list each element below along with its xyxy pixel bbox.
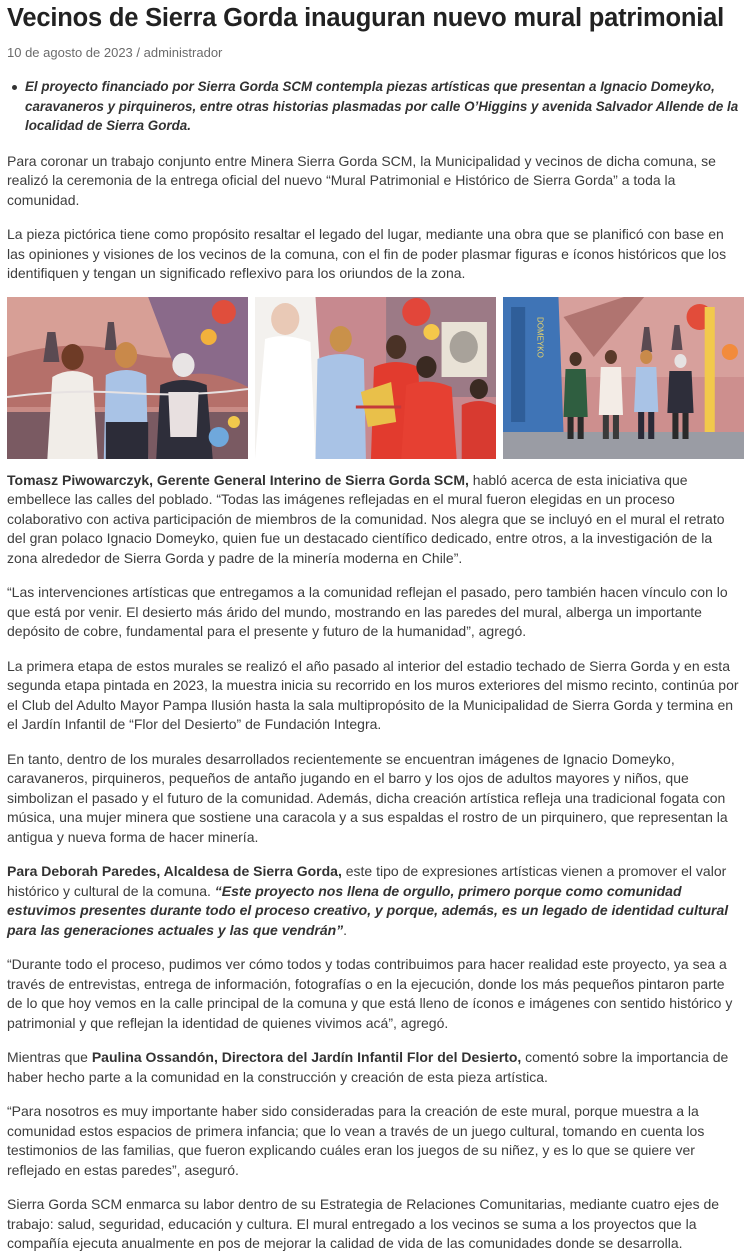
group-photo[interactable] bbox=[503, 297, 744, 459]
book-spine-text: DOMEYKO bbox=[535, 316, 545, 358]
paragraph-early-childhood: “Para nosotros es muy importante haber sido consideradas para la creación de este mural, porque muestra a la comunidad estos espacios de primera infancia; que lo vean a través de un juego cultural, tomando en cuenta los testimonios de las familias, que fueron explicando cuáles eran los juegos de su niñez, y es lo que se quiere ver reflejado en estas paredes”, aseguró. bbox=[7, 1103, 705, 1178]
paragraph-ossandon: Mientras que Paulina Ossandón, Directora del Jardín Infantil Flor del Desierto, comentó sobre la importancia de haber hecho parte a la comunidad en la construcción y creación de esta pieza artística. bbox=[7, 1049, 729, 1085]
author-link[interactable]: administrador bbox=[143, 45, 223, 60]
ribbon-cutting-photo[interactable] bbox=[7, 297, 248, 459]
paragraph-paredes: Para Deborah Paredes, Alcaldesa de Sierra Gorda, este tipo de expresiones artísticas vienen a promover el valor histórico y cultural de la comuna. “Este proyecto nos llena de orgullo, primero porque como comunidad estuvimos presentes durante todo el proceso creativo, y porque, además, es un legado de identidad cultural para las generaciones actuales y las que vendrán”. bbox=[7, 863, 729, 938]
speaker-name: Paulina Ossandón, Directora del Jardín Infantil Flor del Desierto, bbox=[91, 1049, 522, 1065]
article-meta bbox=[7, 45, 744, 61]
paragraph-quote-future: “Las intervenciones artísticas que entregamos a la comunidad reflejan el pasado, pero también hacen vínculo con lo que está por venir. El desierto más árido del mundo, mostrando en las paredes del mural, alberga un importante depósito de cobre, fundamental para el presente y futuro de la humanidad”, agregó. bbox=[7, 584, 728, 639]
paragraph-process: “Durante todo el proceso, pudimos ver cómo todos y todas contribuimos para hacer realidad este proyecto, ya sea a través de entrevistas, entrega de información, fotografías o en la ejecución, donde los más pequeños pintaron parte de lo que hoy vemos en la calle principal de la comuna y que está lleno de íconos e imágenes con sentido histórico y patrimonial y que reflejan la identidad de quienes vivimos acá”, agregó. bbox=[7, 956, 733, 1031]
highlighted-quote: “Este proyecto nos llena de orgullo, primero porque como comunidad estuvimos presentes durante todo el proceso creativo, y porque, además, es un legado de identidad cultural para las generaciones actuales y las que vendrán” bbox=[7, 882, 729, 938]
paragraph-intro: Para coronar un trabajo conjunto entre Minera Sierra Gorda SCM, la Municipalidad y vecinos de dicha comuna, se realizó la ceremonia de la entrega oficial del nuevo “Mural Patrimonial e Histórico de Sierra Gorda” a toda la comunidad. bbox=[7, 152, 716, 208]
summary-list bbox=[7, 77, 744, 136]
meta-separator: / bbox=[132, 45, 144, 60]
article-title: Vecinos de Sierra Gorda inauguran nuevo mural patrimonial bbox=[7, 4, 724, 32]
paragraph-piwowarczyk: Tomasz Piwowarczyk, Gerente General Interino de Sierra Gorda SCM, habló acerca de esta iniciativa que embellece las calles del poblado. “Todas las imágenes reflejadas en el mural fueron elegidas en un proceso colaborativo con activa participación de miembros de la comunidad. Nos alegra que se incluyó en el mural el retrato del gran polaco Ignacio Domeyko, quien fue un destacado científico dedicado, entre otros, a la investigación de la zona alrededor de Sierra Gorda y padre de la minería moderna en Chile”. bbox=[7, 471, 725, 566]
bullet-icon bbox=[12, 85, 17, 90]
paragraph-mural-content: En tanto, dentro de los murales desarrollados recientemente se encuentran imágenes de Ignacio Domeyko, caravaneros, pirquineros, pequeños de antaño jugando en el barro y los ojos de adultos mayores y niños, que simbolizan el pasado y el futuro de la comunidad. Además, dicha creación artística refleja una tradicional fogata con música, una mujer minera que sostiene una caracola y a sus espaldas el rostro de un pirquinero, que representan la antigua y nueva forma de hacer minería. bbox=[7, 750, 728, 845]
speaker-name: Tomasz Piwowarczyk, Gerente General Interino de Sierra Gorda SCM, bbox=[7, 471, 469, 488]
paragraph-purpose: La pieza pictórica tiene como propósito resaltar el legado del lugar, mediante una obra que se planificó con base en las opiniones y visiones de los vecinos de la comuna, con el fin de poder plasmar figuras e íconos históricos que los identifiquen y tengan un significado reflexivo para los oriundos de la zona. bbox=[7, 226, 727, 281]
summary-item: El proyecto financiado por Sierra Gorda SCM contempla piezas artísticas que presentan a Ignacio Domeyko, caravaneros y pirquineros, entre otras historias plasmadas por calle O’Higgins y avenida Salvador Allende de la localidad de Sierra Gorda. bbox=[25, 77, 744, 136]
speaker-name: Para Deborah Paredes, Alcaldesa de Sierra Gorda, bbox=[7, 863, 342, 879]
celebration-photo[interactable] bbox=[255, 297, 496, 459]
publish-date: 10 de agosto de 2023 bbox=[7, 45, 133, 60]
photo-gallery bbox=[7, 297, 744, 459]
paragraph-stages: La primera etapa de estos murales se realizó el año pasado al interior del estadio techado de Sierra Gorda y en esta segunda etapa pintada en 2023, la muestra inicia su recorrido en los muros exteriores del mismo recinto, continúa por el Club del Adulto Mayor Pampa Ilusión hasta la sala multipropósito de la Municipalidad de Sierra Gorda y termina en el Jardín Infantil de “Flor del Desierto” de Fundación Integra. bbox=[7, 657, 739, 732]
paragraph-strategy: Sierra Gorda SCM enmarca su labor dentro de su Estrategia de Relaciones Comunitarias, mediante cuatro ejes de trabajo: salud, seguridad, educación y cultura. El mural entregado a los vecinos se suma a los proyectos que la compañía ejecuta anualmente en pos de mejorar la calidad de vida de las comunidades donde se desarrolla. bbox=[7, 1196, 720, 1251]
